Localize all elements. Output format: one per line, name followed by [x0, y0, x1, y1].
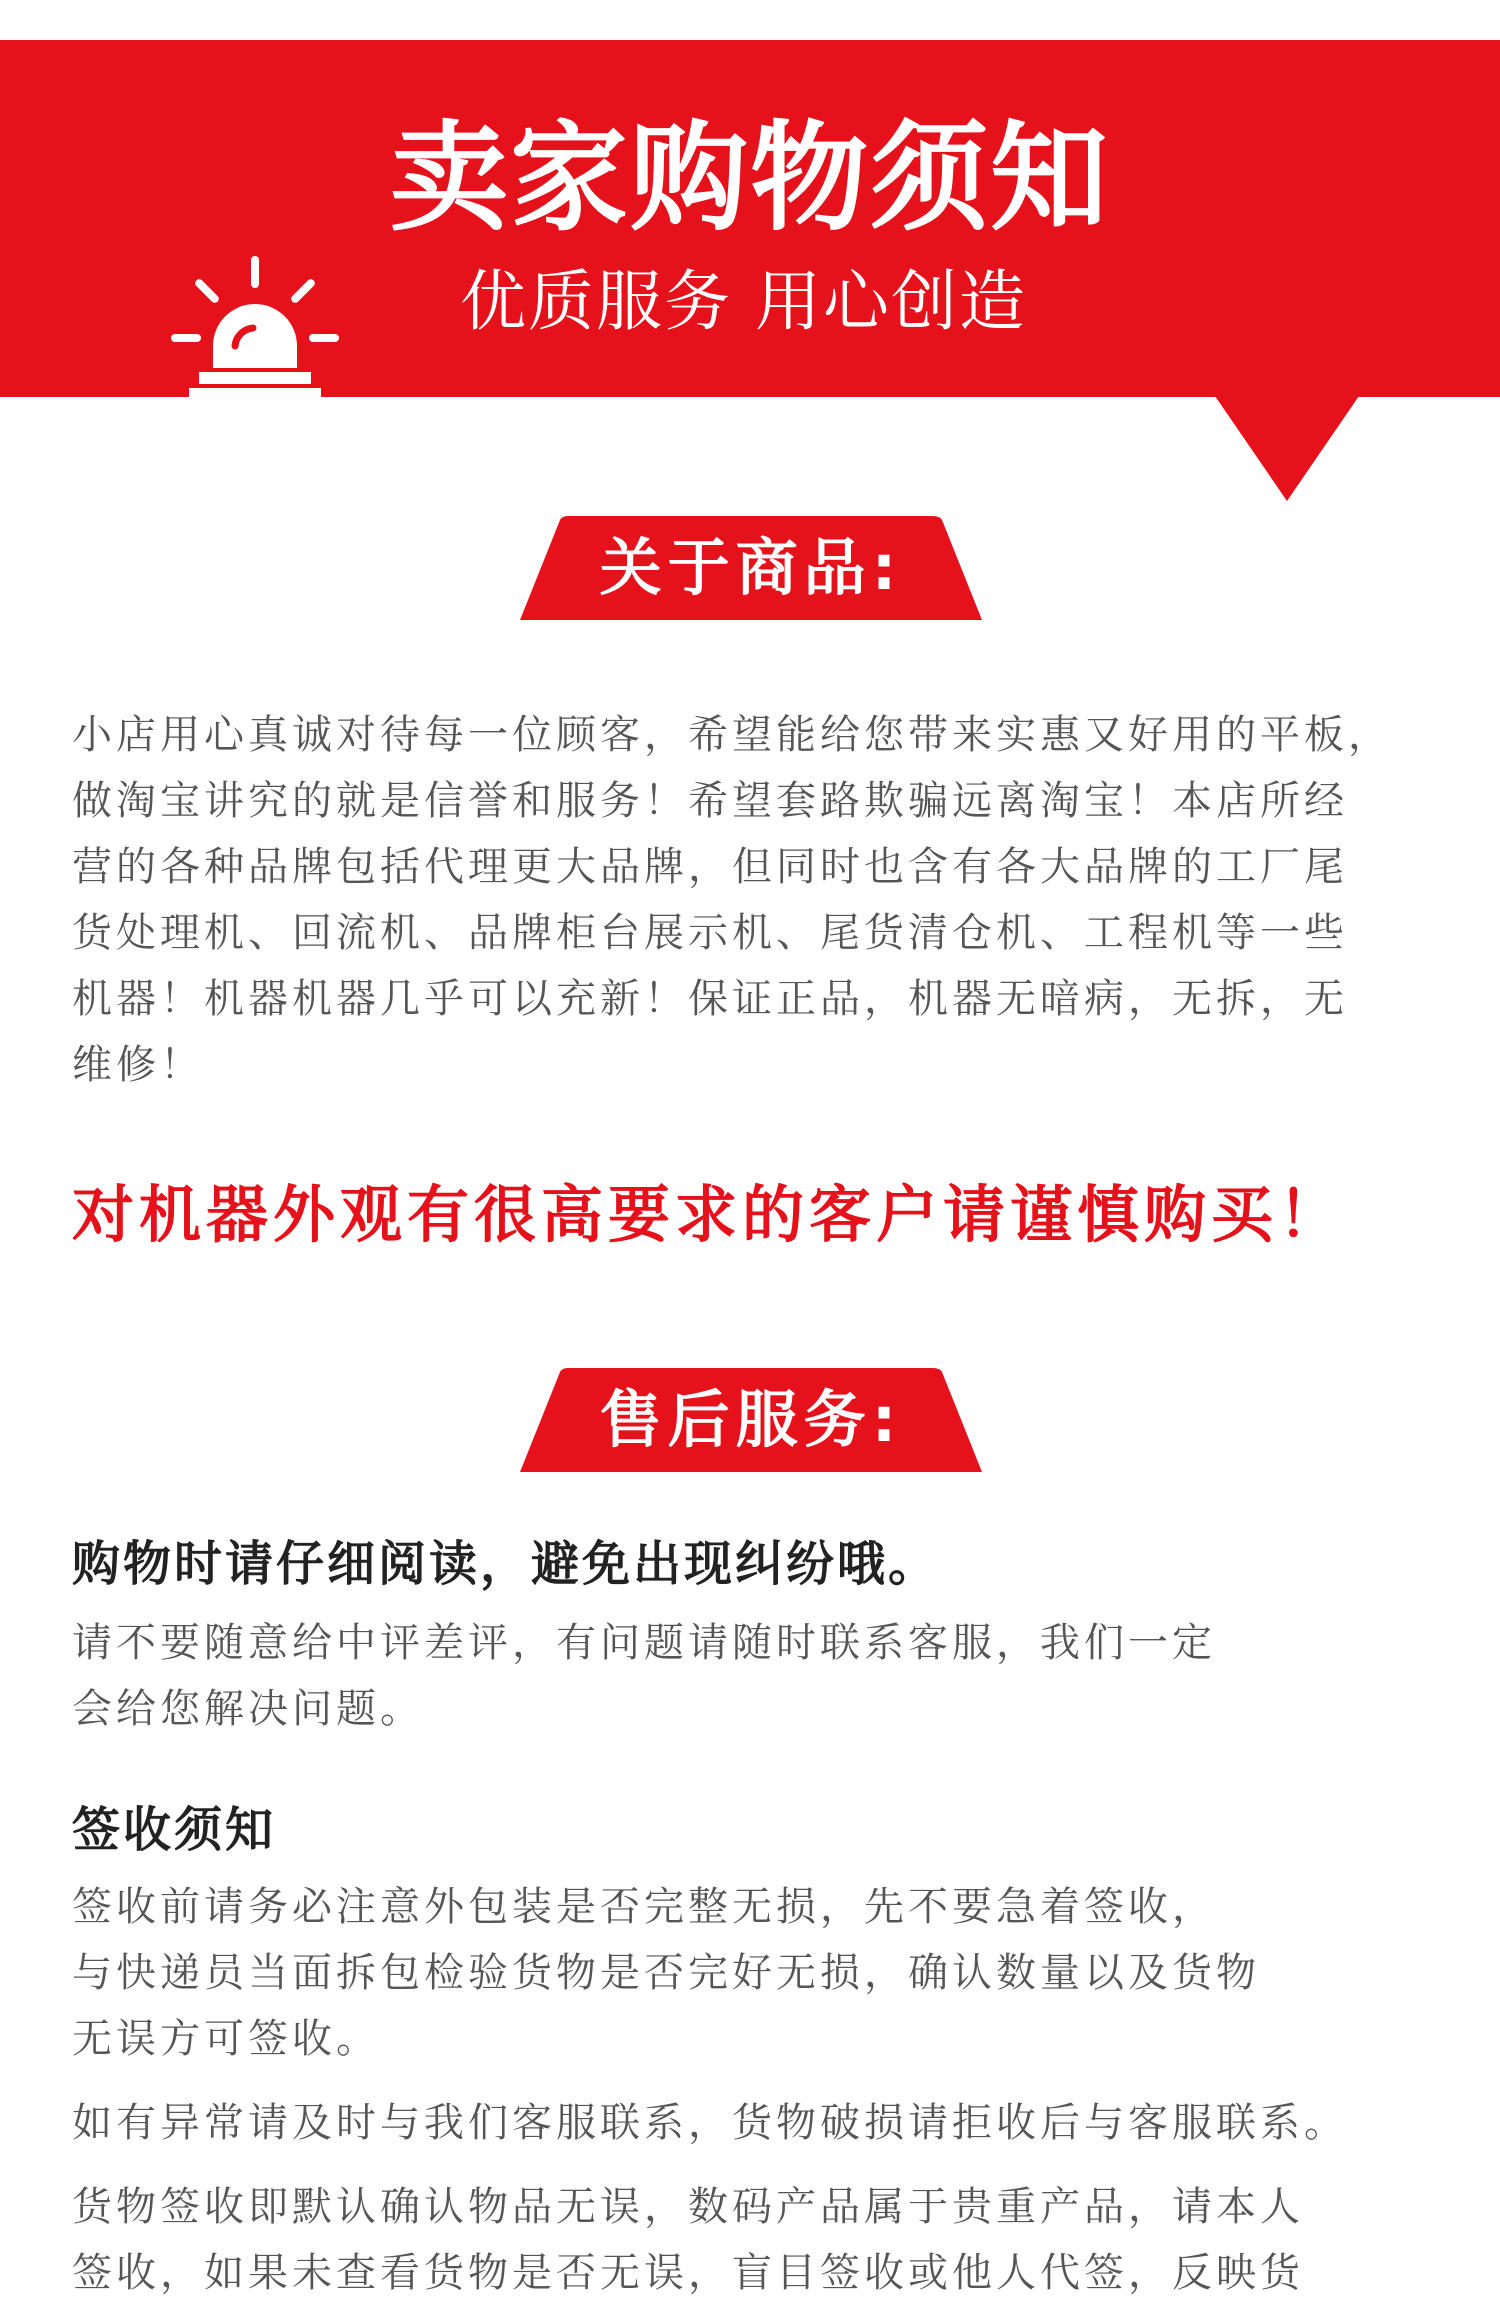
tab-about-product	[520, 516, 982, 620]
tab-about-product-label: 关于商品:	[599, 531, 903, 604]
page-title: 卖家购物须知	[389, 109, 1110, 247]
default-confirm-line: 货物签收即默认确认物品无误，数码产品属于贵重产品，请本人	[72, 2184, 1304, 2230]
product-description-line: 做淘宝讲究的就是信誉和服务！希望套路欺骗远离淘宝！本店所经	[72, 778, 1348, 824]
page-subtitle: 优质服务 用心创造	[460, 263, 1027, 340]
product-description	[72, 702, 1452, 1098]
sign-notice-line: 与快递员当面拆包检验货物是否完好无损，确认数量以及货物	[72, 1950, 1260, 1996]
review-request-line: 会给您解决问题。	[72, 1686, 424, 1732]
product-description-line: 货处理机、回流机、品牌柜台展示机、尾货清仓机、工程机等一些	[72, 910, 1348, 956]
appearance-warning: 对机器外观有很高要求的客户请谨慎购买！	[72, 1178, 1346, 1251]
sign-notice-line: 签收前请务必注意外包装是否完整无损，先不要急着签收，	[72, 1884, 1216, 1930]
sign-notice-text	[72, 1874, 1452, 2072]
product-description-line: 维修！	[72, 1042, 204, 1088]
sign-notice-heading: 签收须知	[72, 1802, 277, 1858]
sign-notice-line: 无误方可签收。	[72, 2016, 380, 2062]
review-request-text	[72, 1610, 1452, 1742]
product-description-line: 营的各种品牌包括代理更大品牌，但同时也含有各大品牌的工厂尾	[72, 844, 1348, 890]
read-carefully-heading: 购物时请仔细阅读，避免出现纠纷哦。	[72, 1536, 940, 1592]
abnormal-contact-line: 如有异常请及时与我们客服联系，货物破损请拒收后与客服联系。	[72, 2100, 1348, 2146]
default-confirm-line: 签收，如果未查看货物是否无误，盲目签收或他人代签，反映货	[72, 2250, 1304, 2296]
default-confirm-text	[72, 2174, 1452, 2306]
tab-after-sales	[520, 1368, 982, 1472]
product-description-line: 小店用心真诚对待每一位顾客，希望能给您带来实惠又好用的平板，	[72, 712, 1392, 758]
banner-notch	[1215, 396, 1359, 501]
siren-icon	[165, 250, 345, 400]
review-request-line: 请不要随意给中评差评，有问题请随时联系客服，我们一定	[72, 1620, 1216, 1666]
product-description-line: 机器！机器机器几乎可以充新！保证正品，机器无暗病，无拆，无	[72, 976, 1348, 1022]
tab-after-sales-label: 售后服务:	[599, 1383, 903, 1456]
abnormal-contact-text	[72, 2090, 1452, 2156]
